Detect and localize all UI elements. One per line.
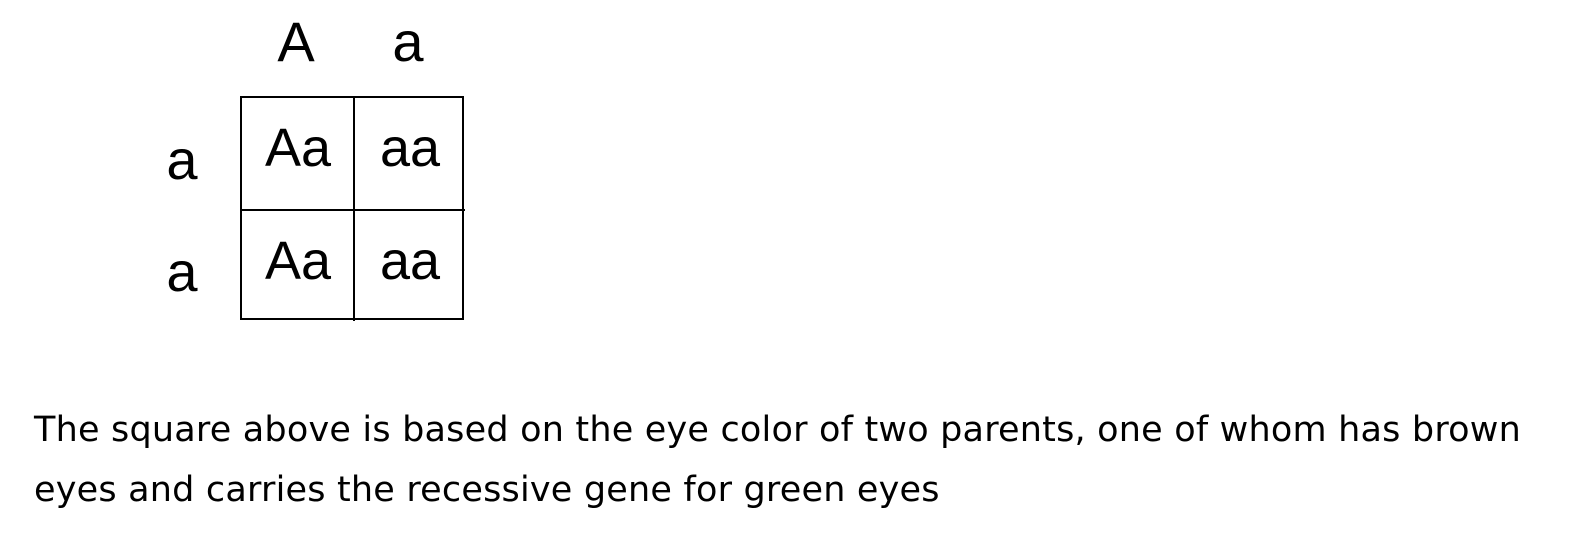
column-allele-header: A xyxy=(277,10,315,73)
punnett-square xyxy=(0,0,500,340)
caption-text: The square above is based on the eye color of two parents, one of whom has brown eyes and carries the recessive gene for green eyes xyxy=(34,410,1521,510)
punnett-grid xyxy=(240,96,464,320)
genotype-cell: aa xyxy=(353,209,465,321)
row-allele-header: a xyxy=(166,128,198,191)
genotype-cell: aa xyxy=(353,98,465,210)
genotype-cell: Aa xyxy=(242,209,354,321)
genotype-cell: Aa xyxy=(264,118,332,178)
row-allele-header: a xyxy=(166,240,198,303)
column-allele-header: a xyxy=(392,10,424,73)
